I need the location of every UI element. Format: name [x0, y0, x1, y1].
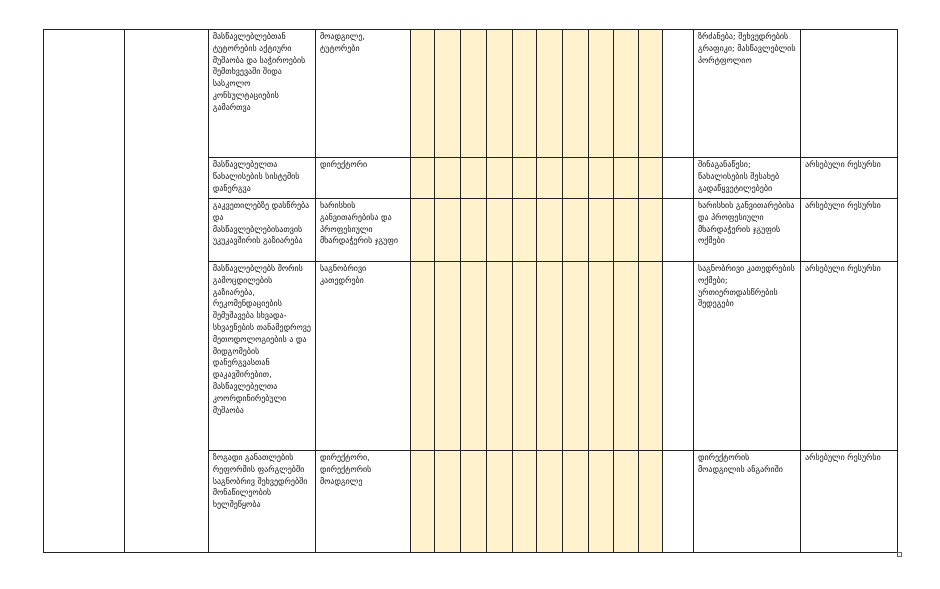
- timeline-cell[interactable]: [435, 262, 461, 451]
- timeline-cell[interactable]: [588, 158, 613, 199]
- timeline-cell[interactable]: [512, 451, 537, 553]
- timeline-cell[interactable]: [435, 30, 461, 158]
- responsible-cell[interactable]: ხარისხის განვითარებისა და პროფესიული მხარდაჭერის ჯგუფი: [315, 199, 410, 262]
- timeline-cell[interactable]: [613, 158, 639, 199]
- timeline-cell[interactable]: [512, 199, 537, 262]
- activity-cell[interactable]: გაკვეთილებზე დასწრება და მასწავლებლებისათვის უკუკავშირის გაზიარება: [208, 199, 315, 262]
- timeline-cell[interactable]: [486, 451, 512, 553]
- timeline-cell[interactable]: [613, 199, 639, 262]
- plan-table: [43, 29, 898, 553]
- activity-cell[interactable]: მასწავლებელთა წახალისების სისტემის დანერგვა: [208, 158, 315, 199]
- indicator-cell[interactable]: შინაგანაწესი; წახალისების შესახებ გადაწყვეტილებები: [693, 158, 800, 199]
- timeline-cell[interactable]: [410, 199, 435, 262]
- timeline-cell[interactable]: [613, 30, 639, 158]
- timeline-cell[interactable]: [537, 262, 563, 451]
- timeline-cell[interactable]: [486, 199, 512, 262]
- timeline-cell[interactable]: [410, 451, 435, 553]
- timeline-cell[interactable]: [588, 30, 613, 158]
- resources-cell[interactable]: არსებული რესურსი: [801, 158, 898, 199]
- responsible-cell[interactable]: დირექტორი, დირექტორის მოადგილე: [315, 451, 410, 553]
- timeline-cell[interactable]: [563, 30, 589, 158]
- timeline-cell[interactable]: [512, 158, 537, 199]
- indicator-cell[interactable]: ზრძანება; შეხვედრების გრაფიკი; მასწავლებლის პორტფოლიო: [693, 30, 800, 158]
- table-resize-handle[interactable]: [897, 552, 902, 557]
- responsible-cell[interactable]: საგნობრივი კათედრები: [315, 262, 410, 451]
- budget-cell[interactable]: [663, 262, 694, 451]
- resources-cell[interactable]: არსებული რესურსი: [801, 451, 898, 553]
- budget-cell[interactable]: [663, 158, 694, 199]
- indicator-cell[interactable]: ხარისხის განვითარებისა და პროფესიული მხარდაჭერის ჯგუფის ოქმები: [693, 199, 800, 262]
- timeline-cell[interactable]: [486, 262, 512, 451]
- indicator-cell[interactable]: საგნობრივი კათედრების ოქმები; ურთიერთდასწრების შედეგები: [693, 262, 800, 451]
- timeline-cell[interactable]: [613, 262, 639, 451]
- timeline-cell[interactable]: [461, 451, 487, 553]
- timeline-cell[interactable]: [563, 262, 589, 451]
- timeline-cell[interactable]: [512, 262, 537, 451]
- indicator-cell[interactable]: დირექტორის მოადგილის ანგარიში: [693, 451, 800, 553]
- resources-cell[interactable]: არსებული რესურსი: [801, 199, 898, 262]
- timeline-cell[interactable]: [435, 158, 461, 199]
- timeline-cell[interactable]: [639, 30, 663, 158]
- timeline-cell[interactable]: [486, 158, 512, 199]
- timeline-cell[interactable]: [613, 451, 639, 553]
- activity-cell[interactable]: ზოგადი განათლების რეფორმის ფარგლებში საგნობრივ შეხვედრებში მონაწილეობის ხელშეწყობა: [208, 451, 315, 553]
- resources-cell[interactable]: არსებული რესურსი: [801, 262, 898, 451]
- timeline-cell[interactable]: [537, 30, 563, 158]
- timeline-cell[interactable]: [410, 30, 435, 158]
- activity-cell[interactable]: მასწავლებლებს შორის გამოცდილების გაზიარება, რეკომენდაციების შემუშავება სხვადა-სხვაენების თანამედროვე მეთოდოლოგიების ა და მიდგომების დანერგვასთან დაკავშირებით, მასწავლებელთა კოორდინირებული მუშაობა: [208, 262, 315, 451]
- goal-cell[interactable]: [125, 30, 208, 553]
- timeline-cell[interactable]: [563, 451, 589, 553]
- timeline-cell[interactable]: [537, 199, 563, 262]
- timeline-cell[interactable]: [461, 262, 487, 451]
- timeline-cell[interactable]: [563, 199, 589, 262]
- timeline-cell[interactable]: [512, 30, 537, 158]
- timeline-cell[interactable]: [639, 262, 663, 451]
- budget-cell[interactable]: [663, 30, 694, 158]
- timeline-cell[interactable]: [588, 262, 613, 451]
- timeline-cell[interactable]: [537, 451, 563, 553]
- timeline-cell[interactable]: [435, 199, 461, 262]
- activity-cell[interactable]: მასწავლებლებთან ტუტორების აქტიური მუშაობა და საჭიროების შემთხვევაში შიდა სასკოლო კონსულტაციების გამართვა: [208, 30, 315, 158]
- table-row: [44, 30, 898, 158]
- timeline-cell[interactable]: [435, 451, 461, 553]
- timeline-cell[interactable]: [461, 158, 487, 199]
- row-number-cell[interactable]: [44, 30, 125, 553]
- timeline-cell[interactable]: [537, 158, 563, 199]
- timeline-cell[interactable]: [563, 158, 589, 199]
- responsible-cell[interactable]: დირექტორი: [315, 158, 410, 199]
- timeline-cell[interactable]: [486, 30, 512, 158]
- responsible-cell[interactable]: მოადგილე, ტუტორები: [315, 30, 410, 158]
- timeline-cell[interactable]: [410, 158, 435, 199]
- budget-cell[interactable]: [663, 199, 694, 262]
- timeline-cell[interactable]: [461, 30, 487, 158]
- timeline-cell[interactable]: [639, 158, 663, 199]
- budget-cell[interactable]: [663, 451, 694, 553]
- resources-cell[interactable]: [801, 30, 898, 158]
- timeline-cell[interactable]: [461, 199, 487, 262]
- timeline-cell[interactable]: [588, 451, 613, 553]
- timeline-cell[interactable]: [588, 199, 613, 262]
- timeline-cell[interactable]: [410, 262, 435, 451]
- timeline-cell[interactable]: [639, 199, 663, 262]
- timeline-cell[interactable]: [639, 451, 663, 553]
